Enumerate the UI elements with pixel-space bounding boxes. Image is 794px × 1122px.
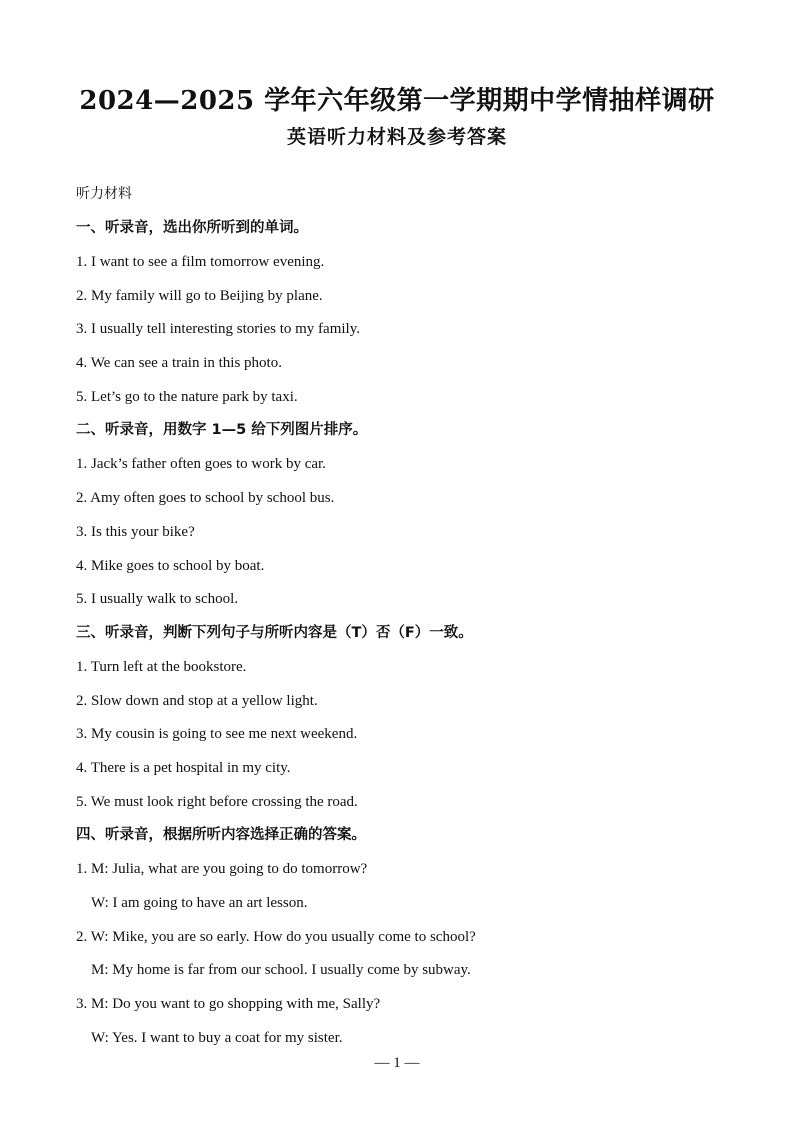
- dialogue-line: W: I am going to have an art lesson.: [91, 895, 308, 911]
- part-3-sentence: 4. There is a pet hospital in my city.: [76, 759, 291, 776]
- dialogue-line: 3. M: Do you want to go shopping with me, Sally?: [76, 996, 381, 1013]
- part-4-heading: 四、听录音，根据所听内容选择正确的答案。: [76, 827, 366, 844]
- part-3-heading: 三、听录音，判断下列句子与所听内容是（T）否（F）一致。: [76, 624, 473, 641]
- part-3-sentence: 1. Turn left at the bookstore.: [76, 658, 247, 675]
- dialogue-line: 2. W: Mike, you are so early. How do you usually come to school?: [76, 928, 476, 945]
- dialogue-line: 1. M: Julia, what are you going to do tomorrow?: [76, 861, 368, 878]
- part-1-sentence: 1. I want to see a film tomorrow evening.: [76, 254, 325, 270]
- page-number: — 1 —: [374, 1055, 420, 1071]
- part-2-sentence: 3. Is this your bike?: [76, 523, 195, 540]
- document-body: [76, 182, 736, 1059]
- dialogue-line: W: Yes. I want to buy a coat for my sister.: [91, 1029, 343, 1046]
- section-label: 听力材料: [76, 186, 132, 202]
- part-1-sentence: 5. Let’s go to the nature park by taxi.: [76, 388, 298, 405]
- part-1-sentence: 2. My family will go to Beijing by plane.: [76, 287, 323, 304]
- part-2-heading: 二、听录音，用数字 1—5 给下列图片排序。: [76, 422, 368, 439]
- part-2-sentence: 4. Mike goes to school by boat.: [76, 557, 265, 574]
- part-2-sentence: 2. Amy often goes to school by school bus.: [76, 490, 335, 507]
- part-3-sentence: 3. My cousin is going to see me next weekend.: [76, 726, 358, 743]
- part-1-sentence: 3. I usually tell interesting stories to my family.: [76, 321, 360, 338]
- part-1-sentence: 4. We can see a train in this photo.: [76, 355, 282, 372]
- dialogue-line: M: My home is far from our school. I usually come by subway.: [91, 962, 471, 979]
- part-3-sentence: 2. Slow down and stop at a yellow light.: [76, 692, 318, 709]
- document-subtitle: 英语听力材料及参考答案: [286, 126, 507, 148]
- part-3-sentence: 5. We must look right before crossing the road.: [76, 793, 358, 810]
- part-2-sentence: 1. Jack’s father often goes to work by car.: [76, 456, 326, 473]
- document-title: 2024—2025 学年六年级第一学期期中学情抽样调研: [79, 86, 715, 116]
- part-2-sentence: 5. I usually walk to school.: [76, 591, 239, 608]
- part-1-heading: 一、听录音，选出你所听到的单词。: [76, 220, 308, 236]
